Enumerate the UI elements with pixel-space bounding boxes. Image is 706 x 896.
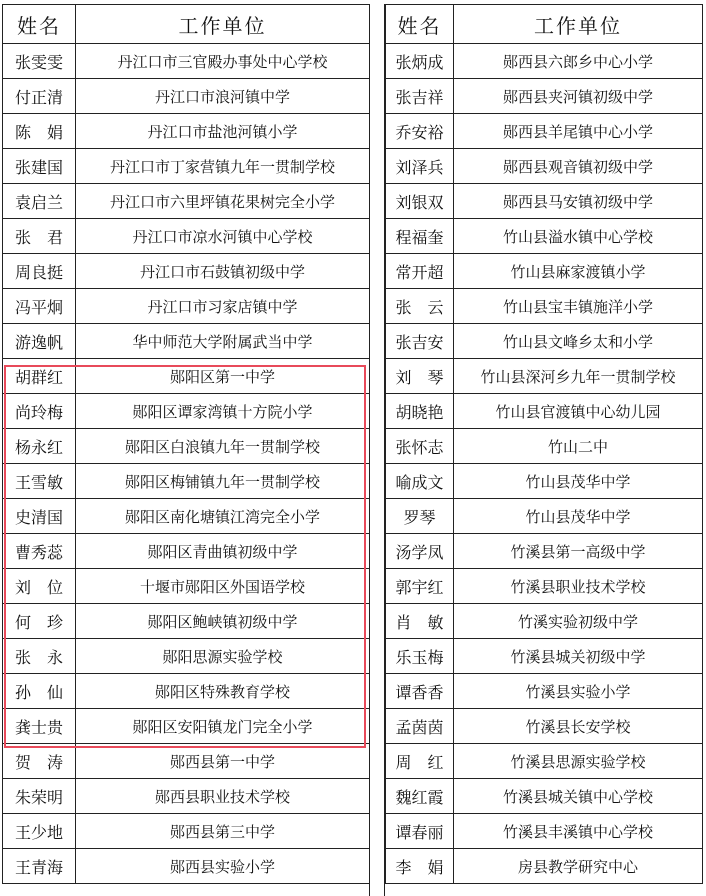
- left-work-unit: 郧阳区青曲镇初级中学: [76, 534, 370, 569]
- right-table-row: [386, 359, 703, 394]
- left-work-unit: 郧阳区特殊教育学校: [76, 674, 370, 709]
- left-table-row: [3, 429, 370, 464]
- right-person-name: 乔安裕: [386, 114, 454, 149]
- left-work-unit: 郧阳思源实验学校: [76, 639, 370, 674]
- left-table-row: [3, 569, 370, 604]
- left-work-unit: 丹江口市石鼓镇初级中学: [76, 254, 370, 289]
- right-table-row: [386, 79, 703, 114]
- left-table-row: [3, 184, 370, 219]
- right-person-name: 郭宇红: [386, 569, 454, 604]
- left-work-unit: 郧阳区安阳镇龙门完全小学: [76, 709, 370, 744]
- left-person-name: 袁启兰: [3, 184, 76, 219]
- right-work-unit: 竹山县深河乡九年一贯制学校: [454, 359, 703, 394]
- left-table-row: [3, 639, 370, 674]
- right-work-unit: 竹山县茂华中学: [454, 464, 703, 499]
- right-person-name: 乐玉梅: [386, 639, 454, 674]
- left-work-unit: 郧阳区第一中学: [76, 359, 370, 394]
- left-person-name: 王青海: [3, 849, 76, 884]
- right-work-unit: 竹山二中: [454, 429, 703, 464]
- right-work-unit: 竹溪县丰溪镇中心学校: [454, 814, 703, 849]
- right-table-row: [386, 394, 703, 429]
- left-table-row: [3, 394, 370, 429]
- right-work-unit: 竹溪县城关初级中学: [454, 639, 703, 674]
- right-table-row: [386, 814, 703, 849]
- left-table-row: [3, 744, 370, 779]
- right-work-unit: 郧西县夹河镇初级中学: [454, 79, 703, 114]
- left-person-name: 史清国: [3, 499, 76, 534]
- left-table-row: [3, 44, 370, 79]
- right-table-row: [386, 604, 703, 639]
- right-work-unit: 竹山县文峰乡太和小学: [454, 324, 703, 359]
- left-work-unit: 郧阳区南化塘镇江湾完全小学: [76, 499, 370, 534]
- left-work-unit: 丹江口市六里坪镇花果树完全小学: [76, 184, 370, 219]
- right-name-header: 姓名: [386, 5, 454, 44]
- right-person-name: 程福奎: [386, 219, 454, 254]
- left-work-unit: 郧西县实验小学: [76, 849, 370, 884]
- left-table-row: [3, 149, 370, 184]
- left-table-row: [3, 709, 370, 744]
- left-table-row: [3, 464, 370, 499]
- left-table-row: [3, 814, 370, 849]
- left-table-row: [3, 289, 370, 324]
- right-work-unit: 竹山县茂华中学: [454, 499, 703, 534]
- right-work-unit: 竹山县宝丰镇施洋小学: [454, 289, 703, 324]
- left-work-unit: 郧阳区鲍峡镇初级中学: [76, 604, 370, 639]
- right-table-row: [386, 289, 703, 324]
- left-person-name: 张建国: [3, 149, 76, 184]
- right-table-row: [386, 849, 703, 884]
- right-person-name: 谭香香: [386, 674, 454, 709]
- right-person-name: 胡晓艳: [386, 394, 454, 429]
- right-table-row: [386, 429, 703, 464]
- left-table-row: [3, 324, 370, 359]
- left-table-row: [3, 219, 370, 254]
- right-person-name: 谭春丽: [386, 814, 454, 849]
- right-table-row: [386, 639, 703, 674]
- left-table-row: [3, 359, 370, 394]
- left-work-unit: 十堰市郧阳区外国语学校: [76, 569, 370, 604]
- left-table-row: [3, 79, 370, 114]
- left-work-unit: 华中师范大学附属武当中学: [76, 324, 370, 359]
- right-table-row: [386, 499, 703, 534]
- left-work-unit: 郧阳区梅铺镇九年一贯制学校: [76, 464, 370, 499]
- left-name-header: 姓名: [3, 5, 76, 44]
- left-table-row: [3, 499, 370, 534]
- right-work-unit: 郧西县羊尾镇中心小学: [454, 114, 703, 149]
- left-table-row: [3, 604, 370, 639]
- right-work-unit: 竹山县溢水镇中心学校: [454, 219, 703, 254]
- right-work-unit: 竹溪县思源实验学校: [454, 744, 703, 779]
- left-person-name: 何 珍: [3, 604, 76, 639]
- left-person-name: 游逸帆: [3, 324, 76, 359]
- left-person-name: 张 君: [3, 219, 76, 254]
- right-table-row: [386, 114, 703, 149]
- right-table-row: [386, 149, 703, 184]
- right-person-name: 张吉祥: [386, 79, 454, 114]
- right-work-unit: 竹山县麻家渡镇小学: [454, 254, 703, 289]
- right-table-row: [386, 674, 703, 709]
- right-person-name: 张吉安: [386, 324, 454, 359]
- left-roster-body: [3, 44, 370, 884]
- right-table-row: [386, 324, 703, 359]
- left-person-name: 冯平炯: [3, 289, 76, 324]
- left-person-name: 张雯雯: [3, 44, 76, 79]
- right-person-name: 张 云: [386, 289, 454, 324]
- right-person-name: 刘银双: [386, 184, 454, 219]
- right-person-name: 罗琴: [386, 499, 454, 534]
- right-work-unit: 竹溪县第一高级中学: [454, 534, 703, 569]
- left-table-row: [3, 254, 370, 289]
- left-table-row: [3, 674, 370, 709]
- right-work-unit: 郧西县六郎乡中心小学: [454, 44, 703, 79]
- right-table-row: [386, 709, 703, 744]
- right-work-unit: 竹山县官渡镇中心幼儿园: [454, 394, 703, 429]
- left-person-name: 孙 仙: [3, 674, 76, 709]
- right-person-name: 刘泽兵: [386, 149, 454, 184]
- left-person-name: 周良挺: [3, 254, 76, 289]
- right-person-name: 张炳成: [386, 44, 454, 79]
- left-work-unit: 郧西县第一中学: [76, 744, 370, 779]
- right-person-name: 汤学凤: [386, 534, 454, 569]
- right-table-row: [386, 569, 703, 604]
- left-work-unit: 丹江口市盐池河镇小学: [76, 114, 370, 149]
- left-person-name: 王雪敏: [3, 464, 76, 499]
- right-table-row: [386, 464, 703, 499]
- left-person-name: 尚玲梅: [3, 394, 76, 429]
- right-person-name: 魏红霞: [386, 779, 454, 814]
- left-table-row: [3, 849, 370, 884]
- right-roster-table: [385, 4, 703, 884]
- right-work-unit: 竹溪实验初级中学: [454, 604, 703, 639]
- right-person-name: 张怀志: [386, 429, 454, 464]
- left-work-unit: 丹江口市浪河镇中学: [76, 79, 370, 114]
- left-work-unit: 郧阳区谭家湾镇十方院小学: [76, 394, 370, 429]
- left-work-unit: 郧阳区白浪镇九年一贯制学校: [76, 429, 370, 464]
- left-person-name: 朱荣明: [3, 779, 76, 814]
- right-table-row: [386, 219, 703, 254]
- right-work-unit: 竹溪县城关镇中心学校: [454, 779, 703, 814]
- right-header-row: [386, 5, 703, 44]
- left-work-unit: 丹江口市丁家营镇九年一贯制学校: [76, 149, 370, 184]
- right-table-row: [386, 779, 703, 814]
- left-person-name: 贺 涛: [3, 744, 76, 779]
- right-person-name: 肖 敏: [386, 604, 454, 639]
- right-work-unit: 郧西县马安镇初级中学: [454, 184, 703, 219]
- left-unit-header: 工作单位: [76, 5, 370, 44]
- right-work-unit: 房县教学研究中心: [454, 849, 703, 884]
- left-roster-table: [2, 4, 370, 884]
- left-table-row: [3, 534, 370, 569]
- right-work-unit: 竹溪县职业技术学校: [454, 569, 703, 604]
- left-header-row: [3, 5, 370, 44]
- right-table-row: [386, 534, 703, 569]
- right-table-row: [386, 184, 703, 219]
- right-unit-header: 工作单位: [454, 5, 703, 44]
- left-work-unit: 郧西县职业技术学校: [76, 779, 370, 814]
- left-person-name: 王少地: [3, 814, 76, 849]
- right-work-unit: 郧西县观音镇初级中学: [454, 149, 703, 184]
- right-person-name: 周 红: [386, 744, 454, 779]
- left-work-unit: 丹江口市三官殿办事处中心学校: [76, 44, 370, 79]
- right-work-unit: 竹溪县实验小学: [454, 674, 703, 709]
- left-person-name: 曹秀蕊: [3, 534, 76, 569]
- left-person-name: 陈 娟: [3, 114, 76, 149]
- right-person-name: 刘 琴: [386, 359, 454, 394]
- right-roster-body: [386, 44, 703, 884]
- right-table-row: [386, 44, 703, 79]
- left-person-name: 龚士贵: [3, 709, 76, 744]
- left-work-unit: 丹江口市习家店镇中学: [76, 289, 370, 324]
- left-person-name: 胡群红: [3, 359, 76, 394]
- left-table-row: [3, 779, 370, 814]
- left-person-name: 杨永红: [3, 429, 76, 464]
- right-table-row: [386, 254, 703, 289]
- right-work-unit: 竹溪县长安学校: [454, 709, 703, 744]
- table-gap-divider: [369, 4, 385, 896]
- right-person-name: 李 娟: [386, 849, 454, 884]
- left-work-unit: 丹江口市凉水河镇中心学校: [76, 219, 370, 254]
- left-person-name: 刘 位: [3, 569, 76, 604]
- left-person-name: 张 永: [3, 639, 76, 674]
- right-table-row: [386, 744, 703, 779]
- right-person-name: 喻成文: [386, 464, 454, 499]
- right-person-name: 常开超: [386, 254, 454, 289]
- left-table-row: [3, 114, 370, 149]
- right-person-name: 孟茵茵: [386, 709, 454, 744]
- left-person-name: 付正清: [3, 79, 76, 114]
- left-work-unit: 郧西县第三中学: [76, 814, 370, 849]
